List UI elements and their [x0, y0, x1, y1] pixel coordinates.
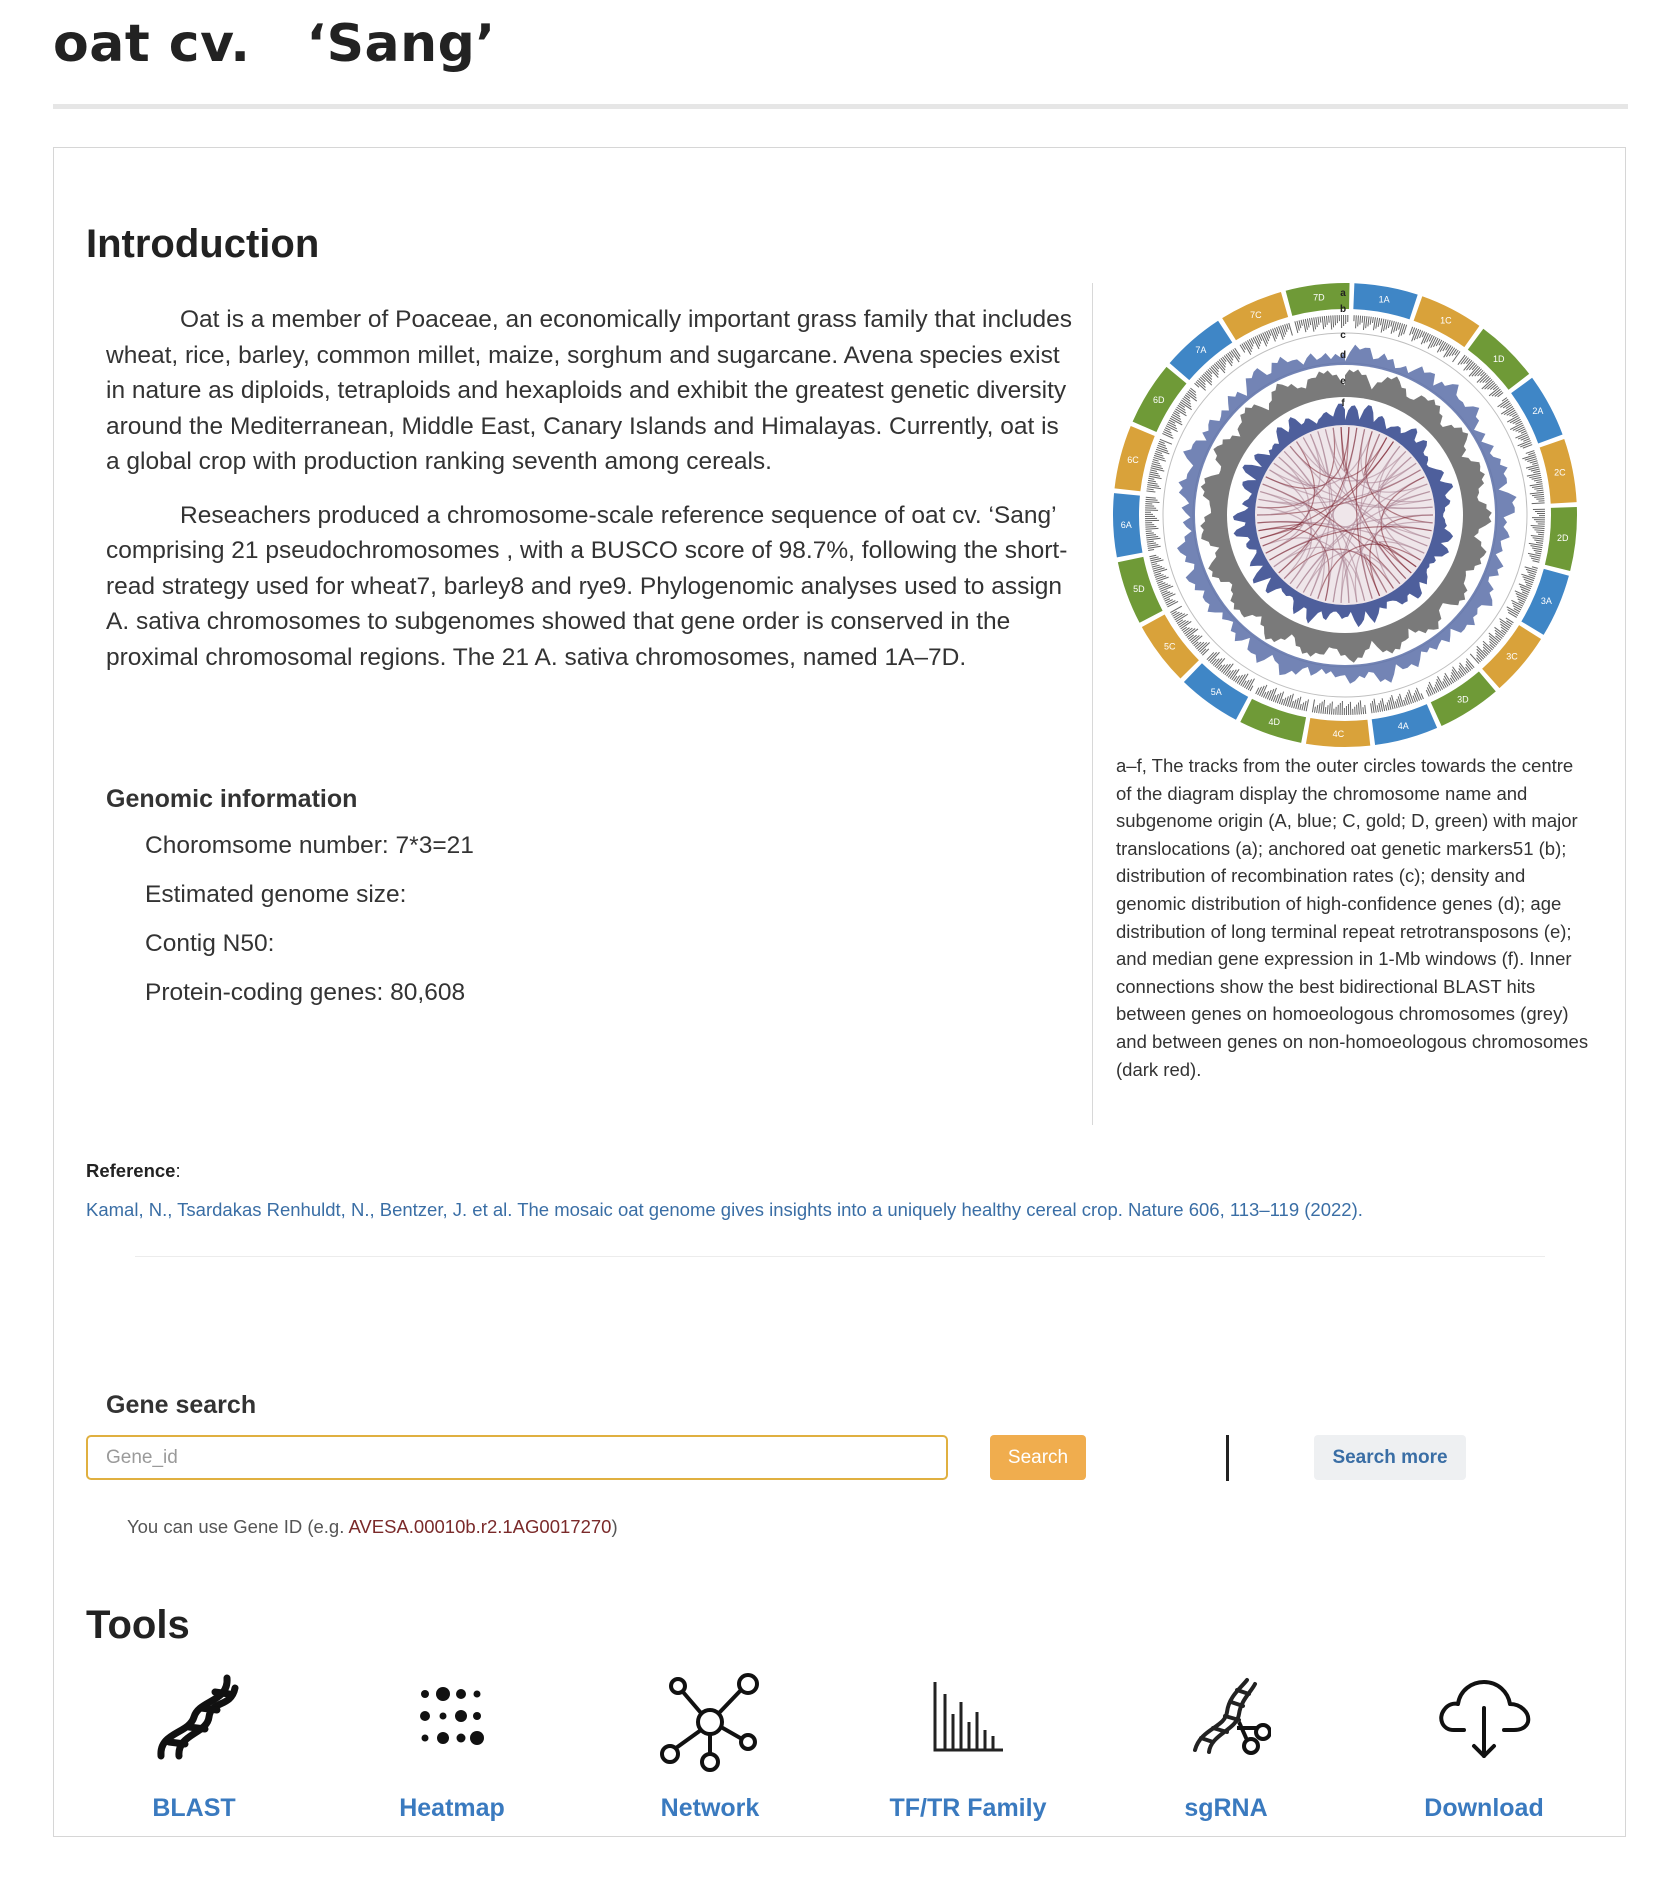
marker-tick: [1518, 435, 1528, 439]
marker-tick: [1149, 555, 1156, 556]
marker-tick: [1371, 703, 1372, 713]
marker-tick: [1147, 487, 1161, 489]
tool-download-label: Download: [1424, 1794, 1544, 1822]
marker-tick: [1362, 316, 1363, 323]
marker-tick: [1146, 536, 1158, 537]
bar-chart-icon: [923, 1672, 1013, 1762]
track-letter-d: d: [1339, 350, 1347, 361]
marker-tick: [1145, 501, 1159, 502]
marker-tick: [1147, 489, 1154, 490]
marker-tick: [1244, 680, 1249, 688]
marker-tick: [1159, 441, 1165, 443]
marker-tick: [1443, 343, 1448, 351]
marker-tick: [1148, 549, 1154, 550]
marker-tick: [1147, 543, 1156, 544]
marker-tick: [1395, 701, 1397, 708]
marker-tick: [1534, 530, 1544, 531]
marker-tick: [1190, 635, 1197, 641]
marker-tick: [1532, 548, 1542, 550]
marker-tick: [1532, 503, 1545, 504]
marker-tick: [1314, 317, 1316, 329]
tool-heatmap-label: Heatmap: [399, 1794, 505, 1822]
marker-tick: [1172, 414, 1181, 419]
marker-tick: [1483, 376, 1489, 382]
marker-tick: [1372, 317, 1373, 323]
hint-example-gene-id: AVESA.00010b.r2.1AG0017270: [348, 1516, 612, 1537]
marker-tick: [1147, 545, 1158, 547]
cloud-download-icon: [1434, 1672, 1534, 1762]
marker-tick: [1520, 586, 1530, 590]
marker-tick: [1379, 703, 1381, 712]
marker-tick: [1220, 665, 1225, 671]
marker-tick: [1163, 593, 1173, 598]
marker-tick: [1150, 470, 1157, 472]
marker-tick: [1317, 705, 1318, 713]
marker-tick: [1414, 329, 1418, 340]
marker-tick: [1530, 484, 1543, 486]
protein-coding-genes: Protein-coding genes: 80,608: [145, 979, 466, 1006]
track-letter-e: e: [1340, 376, 1346, 387]
marker-tick: [1536, 532, 1544, 533]
marker-tick: [1150, 472, 1159, 474]
marker-tick: [1464, 358, 1469, 364]
marker-tick: [1269, 689, 1274, 700]
track-letter-a: a: [1340, 288, 1346, 299]
marker-tick: [1206, 371, 1212, 377]
chromosome-label-2C: 2C: [1554, 467, 1566, 478]
chromosome-label-2A: 2A: [1532, 406, 1544, 417]
marker-tick: [1535, 553, 1541, 554]
marker-tick: [1213, 365, 1219, 372]
introduction-text: [106, 302, 1076, 693]
chromosome-label-7D: 7D: [1313, 292, 1325, 303]
marker-tick: [1490, 384, 1496, 389]
marker-tick: [1516, 427, 1525, 431]
marker-tick: [1146, 535, 1156, 536]
marker-tick: [1517, 596, 1526, 600]
link-disc: [1255, 425, 1435, 605]
marker-tick: [1202, 649, 1208, 655]
marker-tick: [1147, 538, 1161, 540]
marker-tick: [1326, 316, 1327, 325]
marker-tick: [1528, 453, 1535, 455]
reference-label-text: Reference: [86, 1160, 176, 1181]
section-divider: [135, 1256, 1545, 1257]
marker-tick: [1366, 316, 1367, 328]
search-button[interactable]: Search: [990, 1435, 1086, 1480]
marker-tick: [1521, 574, 1534, 578]
marker-tick: [1358, 703, 1359, 715]
chromosome-label-4C: 4C: [1332, 728, 1345, 739]
marker-tick: [1323, 700, 1325, 714]
intro-paragraph-2: Reseachers produced a chromosome-scale reference sequence of oat cv. ‘Sang’ comprising 21 pseudochromosomes , with a BUSCO score of 98.7%, following the short-read strategy used for wheat7, barley8 and rye9. Phylogenomic analyses used to assign A. sativa chromosomes to subgenomes showed that gene order is conserved in the proximal chromosomal regions. The 21 A. sativa chromosomes, named 1A–7D.: [106, 501, 1068, 671]
genomic-info-list: [145, 828, 474, 1024]
marker-tick: [1148, 478, 1154, 479]
marker-tick: [1146, 491, 1155, 492]
marker-tick: [1422, 332, 1424, 338]
marker-tick: [1255, 336, 1260, 346]
marker-tick: [1159, 585, 1170, 589]
marker-tick: [1363, 316, 1364, 330]
introduction-heading: Introduction: [86, 222, 320, 266]
marker-tick: [1377, 705, 1378, 712]
tool-network-label: Network: [660, 1794, 760, 1822]
marker-tick: [1536, 542, 1543, 543]
marker-tick: [1152, 462, 1160, 464]
marker-tick: [1289, 323, 1293, 335]
marker-tick: [1530, 461, 1538, 463]
marker-tick: [1287, 324, 1289, 330]
marker-tick: [1309, 318, 1310, 325]
gene-search-heading: Gene search: [106, 1391, 257, 1419]
marker-tick: [1277, 327, 1279, 334]
marker-tick: [1189, 390, 1196, 396]
chromosome-label-7A: 7A: [1195, 345, 1207, 356]
marker-tick: [1536, 499, 1544, 500]
marker-tick: [1501, 627, 1507, 632]
marker-tick: [1407, 692, 1411, 703]
hint-suffix: ): [611, 1516, 618, 1537]
marker-tick: [1360, 316, 1361, 325]
marker-tick: [1534, 550, 1542, 551]
chromosome-label-3C: 3C: [1506, 651, 1518, 662]
marker-tick: [1368, 316, 1369, 326]
marker-tick: [1174, 613, 1183, 618]
marker-tick: [1531, 526, 1545, 527]
marker-tick: [1335, 315, 1336, 325]
contig-n50: Contig N50:: [145, 930, 275, 957]
marker-tick: [1388, 320, 1390, 328]
chromosome-label-6C: 6C: [1127, 454, 1139, 465]
chromosome-label-4A: 4A: [1397, 721, 1409, 732]
tool-blast[interactable]: [94, 1672, 294, 1832]
marker-tick: [1531, 558, 1540, 560]
marker-tick: [1290, 694, 1294, 707]
tool-sgrna[interactable]: [1126, 1672, 1326, 1832]
marker-tick: [1533, 561, 1540, 563]
marker-tick: [1391, 321, 1392, 327]
marker-tick: [1166, 601, 1175, 606]
marker-tick: [1534, 488, 1543, 489]
chromosome-label-6A: 6A: [1120, 519, 1132, 530]
marker-tick: [1148, 482, 1158, 484]
chromosome-label-6D: 6D: [1152, 394, 1165, 405]
marker-tick: [1532, 494, 1544, 495]
tool-sgrna-label: sgRNA: [1184, 1794, 1268, 1822]
genome-size: Estimated genome size:: [145, 881, 407, 908]
marker-tick: [1356, 315, 1357, 328]
marker-tick: [1312, 699, 1314, 712]
chromosome-label-1D: 1D: [1492, 354, 1505, 365]
tool-tf-tr-family-label: TF/TR Family: [889, 1794, 1047, 1822]
marker-tick: [1178, 405, 1186, 410]
marker-tick: [1433, 338, 1438, 347]
tool-download[interactable]: [1384, 1672, 1584, 1832]
marker-tick: [1376, 318, 1378, 329]
marker-tick: [1240, 345, 1245, 353]
chromosome-label-1C: 1C: [1440, 315, 1452, 326]
dot-matrix-icon: [407, 1672, 497, 1762]
chromosome-label-1A: 1A: [1378, 294, 1390, 305]
marker-tick: [1152, 565, 1160, 567]
marker-tick: [1459, 668, 1464, 675]
marker-tick: [1399, 323, 1401, 330]
marker-tick: [1436, 682, 1441, 691]
marker-tick: [1157, 581, 1163, 583]
column-divider: [1092, 283, 1093, 1125]
marker-tick: [1532, 486, 1543, 488]
marker-tick: [1146, 497, 1156, 498]
marker-tick: [1146, 528, 1159, 529]
marker-tick: [1315, 707, 1316, 713]
marker-tick: [1269, 330, 1271, 336]
marker-tick: [1321, 702, 1322, 714]
marker-tick: [1146, 499, 1158, 500]
marker-tick: [1386, 705, 1387, 711]
circos-genome-figure: [1110, 280, 1580, 750]
marker-tick: [1145, 526, 1156, 527]
chromosome-label-5C: 5C: [1164, 641, 1176, 652]
marker-tick: [1221, 358, 1226, 364]
marker-tick: [1327, 705, 1328, 714]
marker-tick: [1532, 463, 1538, 465]
text-cursor: [1226, 1435, 1229, 1481]
marker-tick: [1534, 496, 1544, 497]
marker-tick: [1443, 679, 1448, 687]
marker-tick: [1399, 323, 1403, 336]
marker-tick: [1533, 538, 1544, 539]
chromosome-label-7C: 7C: [1250, 309, 1262, 320]
marker-tick: [1387, 702, 1389, 710]
marker-tick: [1228, 670, 1233, 677]
marker-tick: [1329, 703, 1330, 714]
marker-tick: [1536, 482, 1542, 483]
marker-tick: [1279, 326, 1284, 339]
marker-tick: [1157, 447, 1168, 451]
marker-tick: [1532, 567, 1538, 569]
marker-tick: [1154, 569, 1167, 573]
page-title: oat cv. ‘Sang’: [53, 14, 496, 74]
marker-tick: [1508, 612, 1517, 617]
marker-tick: [1358, 315, 1359, 326]
figure-caption: a–f, The tracks from the outer circles towards the centre of the diagram display the chromosome name and subgenome origin (A, blue; C, gold; D, green) with major translocations (a); anchored oat genetic markers51 (b); distribution of recombination rates (c); density and genomic distribution of high-confidence genes (d); age distribution of long terminal repeat retrotransposons (e); and median gene expression in 1-Mb windows (f). Inner connections show the best bidirectional BLAST hits between genes on homoeologous chromosomes (grey) and between genes on non-homoeologous chromosomes (dark red).: [1116, 755, 1589, 1080]
title-divider: [53, 104, 1628, 109]
marker-tick: [1478, 370, 1484, 376]
marker-tick: [1466, 664, 1471, 670]
marker-tick: [1360, 700, 1361, 714]
marker-tick: [1146, 533, 1154, 534]
reference-citation-link[interactable]: Kamal, N., Tsardakas Renhuldt, N., Bentzer, J. et al. The mosaic oat genome gives insights into a uniquely healthy cereal crop. Nature 606, 113–119 (2022).: [86, 1199, 1363, 1220]
marker-tick: [1533, 471, 1540, 473]
marker-tick: [1489, 641, 1495, 646]
marker-tick: [1149, 474, 1160, 476]
marker-tick: [1534, 480, 1542, 481]
search-more-button[interactable]: Search more: [1314, 1435, 1466, 1480]
track-letter-c: c: [1340, 330, 1346, 341]
marker-tick: [1329, 316, 1330, 323]
marker-tick: [1526, 585, 1532, 587]
marker-tick: [1538, 534, 1544, 535]
tool-heatmap[interactable]: [352, 1672, 552, 1832]
marker-tick: [1378, 318, 1380, 327]
marker-tick: [1529, 543, 1543, 545]
marker-tick: [1147, 485, 1159, 487]
marker-tick: [1304, 701, 1306, 711]
marker-tick: [1299, 320, 1301, 328]
marker-tick: [1357, 705, 1358, 715]
marker-tick: [1156, 577, 1168, 581]
marker-tick: [1373, 317, 1375, 330]
marker-tick: [1148, 480, 1156, 481]
dna-scissors-icon: [1181, 1672, 1271, 1762]
marker-tick: [1532, 477, 1542, 479]
marker-tick: [1260, 686, 1265, 696]
marker-tick: [1279, 692, 1283, 704]
marker-tick: [1148, 546, 1161, 548]
marker-tick: [1320, 317, 1321, 323]
intro-paragraph-1: Oat is a member of Poaceae, an economically important grass family that includes wheat, rice, barley, common millet, maize, sorghum and sugarcane. Avena species exist in nature as diploids, tetraploids and hexaploids and exhibit the greatest genetic diversity around the Mediterranean, Middle East, Canary Islands and Himalayas. Currently, oat is a global crop with production ranking seventh among cereals.: [106, 306, 1072, 475]
marker-tick: [1531, 469, 1540, 471]
gene-id-hint: [127, 1516, 618, 1538]
marker-tick: [1281, 699, 1283, 705]
marker-tick: [1307, 319, 1309, 328]
marker-tick: [1404, 700, 1406, 706]
marker-tick: [1302, 703, 1304, 711]
marker-tick: [1506, 618, 1514, 623]
marker-tick: [1333, 315, 1334, 327]
marker-tick: [1312, 318, 1314, 332]
marker-tick: [1195, 642, 1201, 647]
marker-tick: [1292, 701, 1294, 708]
chromosome-number: Choromsome number: 7*3=21: [145, 832, 474, 859]
marker-tick: [1536, 490, 1543, 491]
marker-tick: [1372, 701, 1374, 713]
marker-tick: [1184, 397, 1190, 402]
marker-tick: [1324, 316, 1325, 327]
marker-tick: [1154, 573, 1161, 575]
marker-tick: [1301, 320, 1302, 326]
marker-tick: [1332, 702, 1333, 715]
marker-tick: [1153, 460, 1159, 462]
marker-tick: [1322, 316, 1323, 329]
marker-tick: [1421, 693, 1423, 699]
track-letter-b: b: [1339, 304, 1347, 315]
marker-tick: [1199, 379, 1206, 385]
marker-tick: [1530, 546, 1542, 548]
marker-tick: [1380, 318, 1381, 325]
marker-tick: [1331, 316, 1332, 330]
marker-tick: [1305, 319, 1307, 330]
gene-id-input[interactable]: [86, 1435, 948, 1480]
marker-tick: [1531, 536, 1544, 537]
marker-tick: [1415, 690, 1419, 700]
genomic-info-heading: Genomic information: [106, 785, 358, 813]
marker-tick: [1370, 317, 1371, 325]
reference-colon: :: [175, 1160, 181, 1181]
marker-tick: [1424, 333, 1429, 343]
marker-tick: [1533, 528, 1545, 529]
marker-tick: [1150, 557, 1159, 559]
marker-tick: [1522, 455, 1535, 459]
marker-tick: [1513, 606, 1521, 610]
reference-label: [86, 1160, 181, 1182]
marker-tick: [1365, 705, 1366, 714]
marker-tick: [1178, 620, 1186, 625]
chromosome-label-5A: 5A: [1210, 687, 1222, 698]
marker-tick: [1319, 703, 1320, 713]
marker-tick: [1228, 353, 1233, 360]
chromosome-label-4D: 4D: [1268, 717, 1280, 728]
marker-tick: [1294, 700, 1296, 709]
marker-tick: [1503, 403, 1510, 408]
marker-tick: [1300, 704, 1301, 710]
marker-tick: [1534, 540, 1543, 541]
marker-tick: [1483, 647, 1490, 653]
marker-tick: [1374, 699, 1376, 713]
chromosome-label-5D: 5D: [1133, 583, 1145, 594]
tool-network[interactable]: [610, 1672, 810, 1832]
chromosome-label-2D: 2D: [1557, 532, 1569, 543]
marker-tick: [1318, 317, 1319, 325]
marker-tick: [1495, 633, 1502, 639]
marker-tick: [1529, 574, 1536, 576]
marker-tick: [1513, 419, 1521, 423]
marker-tick: [1316, 317, 1317, 327]
marker-tick: [1469, 363, 1475, 370]
marker-tick: [1495, 391, 1502, 397]
marker-tick: [1247, 340, 1252, 349]
marker-tick: [1147, 541, 1154, 542]
marker-tick: [1520, 443, 1531, 447]
marker-tick: [1386, 320, 1388, 330]
network-nodes-icon: [660, 1672, 760, 1772]
marker-tick: [1263, 692, 1265, 697]
marker-tick: [1363, 707, 1364, 714]
chromosome-label-3A: 3A: [1540, 596, 1552, 607]
tools-heading: Tools: [86, 1603, 190, 1647]
tool-blast-label: BLAST: [152, 1794, 236, 1822]
marker-tick: [1477, 655, 1482, 661]
hint-prefix: You can use Gene ID (e.g.: [127, 1516, 349, 1537]
marker-tick: [1155, 451, 1162, 453]
marker-tick: [1160, 439, 1172, 444]
marker-tick: [1151, 564, 1157, 566]
marker-tick: [1428, 685, 1433, 695]
marker-tick: [1183, 628, 1189, 633]
track-letter-f: f: [1341, 398, 1345, 409]
tool-tf-tr-family[interactable]: [868, 1672, 1068, 1832]
chromosome-label-3D: 3D: [1457, 694, 1469, 705]
marker-tick: [1325, 707, 1326, 714]
marker-tick: [1163, 432, 1172, 436]
marker-tick: [1530, 492, 1544, 494]
marker-tick: [1213, 659, 1219, 666]
dna-helix-icon: [149, 1672, 239, 1762]
marker-tick: [1380, 701, 1382, 712]
